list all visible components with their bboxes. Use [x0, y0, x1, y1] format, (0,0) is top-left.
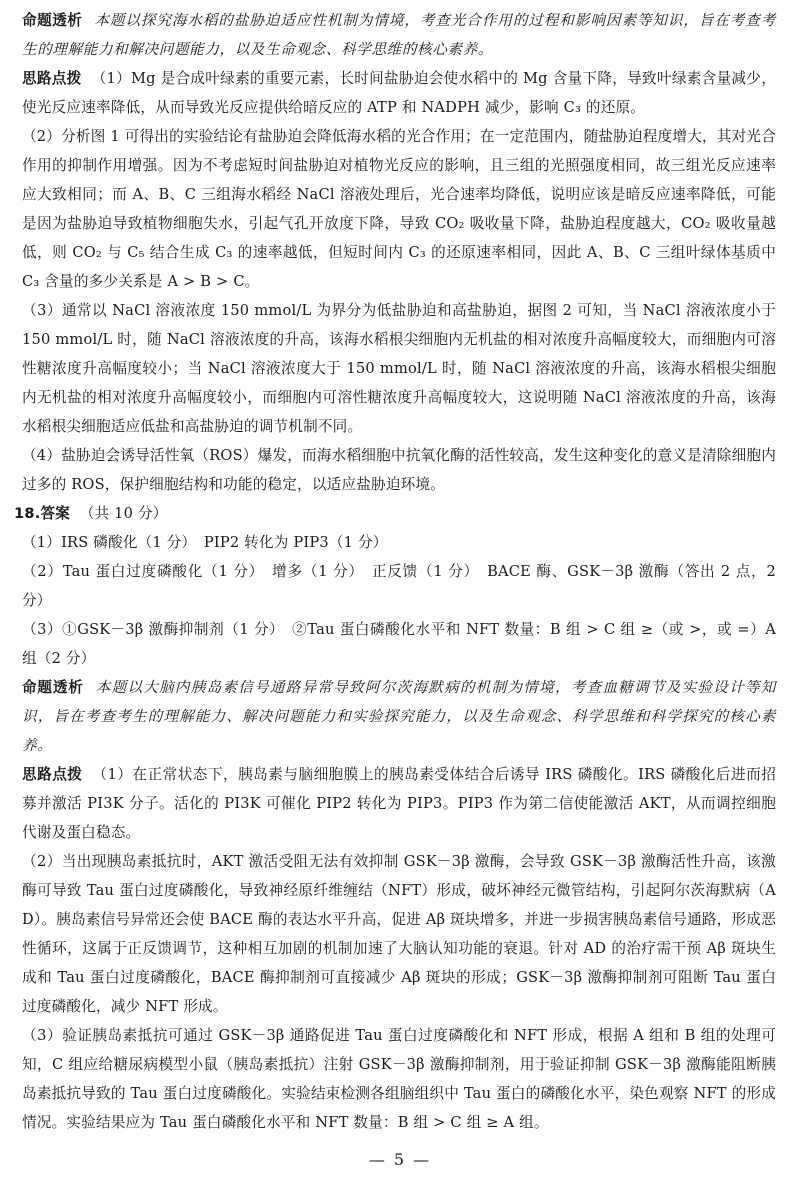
hint-text: （2）分析图 1 可得出的实验结论有盐胁迫会降低海水稻的光合作用；在一定范围内，随盐胁迫程度增大，其对光合作用的抑制作用增强。因为不考虑短时间盐胁迫对植物光反应的影响，且三组的光照强度相同，故三组光反应速率应大致相同；而 A、B、C 三组海水稻经 NaCl 溶液处理后，光合速率均降低，说明应该是暗反应速率降低，可能是因为盐胁迫导致植物细胞失水，引起气孔开放度下降，导致 CO₂ 吸收量下降，盐胁迫程度越大，CO₂ 吸收量越低，则 CO₂ 与 C₅ 结合生成 C₃ 的速率越低，但短时间内 C₃ 的还原速率相同，因此 A、B、C 三组叶绿体基质中 C₃ 含量的多少关系是 A > B > C。 — [22, 128, 776, 290]
answer-label: 答案 — [40, 505, 71, 522]
hint-text: （3）验证胰岛素抵抗可通过 GSK－3β 通路促进 Tau 蛋白过度磷酸化和 NFT 形成，根据 A 组和 B 组的处理可知，C 组应给糖尿病模型小鼠（胰岛素抵抗）注射 GSK－3β 激酶抑制剂，用于验证抑制 GSK－3β 激酶能阻断胰岛素抵抗导致的 Tau 蛋白过度磷酸化。实验结束检测各组脑组织中 Tau 蛋白的磷酸化水平，染色观察 NFT 的形成情况。实验结果应为 Tau 蛋白磷酸化水平和 NFT 数量：B 组 > C 组 ≥ A 组。 — [22, 1027, 776, 1131]
analysis-text: 本题以探究海水稻的盐胁迫适应性机制为情境，考查光合作用的过程和影响因素等知识，旨在考查考生的理解能力和解决问题能力，以及生命观念、科学思维的核心素养。 — [22, 12, 777, 58]
analysis-label: 命题透析 — [22, 12, 83, 29]
hint-text: （3）通常以 NaCl 溶液浓度 150 mmol/L 为界分为低盐胁迫和高盐胁迫，据图 2 可知，当 NaCl 溶液浓度小于 150 mmol/L 时，随 NaCl 溶液浓度的升高，该海水稻根尖细胞内无机盐的相对浓度升高幅度较大，而细胞内可溶性糖浓度升高幅度较小；当 NaCl 溶液浓度大于 150 mmol/L 时，随 NaCl 溶液浓度的升高，该海水稻根尖细胞内无机盐的相对浓度升高幅度较小，而细胞内可溶性糖浓度升高幅度较大，这说明随 NaCl 溶液浓度的升高，该海水稻根尖细胞适应低盐和高盐胁迫的调节机制不同。 — [22, 302, 776, 435]
hint-label: 思路点拨 — [22, 766, 83, 783]
hint-text: （1）Mg 是合成叶绿素的重要元素，长时间盐胁迫会使水稻中的 Mg 含量下降，导致叶绿素含量减少，使光反应速率降低，从而导致光反应提供给暗反应的 ATP 和 NADPH 减少，影响 C₃ 的还原。 — [22, 70, 776, 116]
hint-paragraph-6 — [22, 847, 776, 1021]
hint-paragraph-7 — [22, 1021, 776, 1137]
hint-text: （2）当出现胰岛素抵抗时，AKT 激活受阻无法有效抑制 GSK－3β 激酶，会导致 GSK－3β 激酶活性升高，该激酶可导致 Tau 蛋白过度磷酸化，导致神经原纤维缠结（NFT）形成，破坏神经元微管结构，引起阿尔茨海默病（AD）。胰岛素信号异常还会使 BACE 酶的表达水平升高，促进 Aβ 斑块增多，并进一步损害胰岛素信号通路，形成恶性循环，这属于正反馈调节，这种相互加剧的机制加速了大脑认知功能的衰退。针对 AD 的治疗需干预 Aβ 斑块生成和 Tau 蛋白过度磷酸化，BACE 酶抑制剂可直接减少 Aβ 斑块的形成；GSK－3β 激酶抑制剂可阻断 Tau 蛋白过度磷酸化，减少 NFT 形成。 — [22, 853, 776, 1015]
answer-item-3: （3）①GSK－3β 激酶抑制剂（1 分） ②Tau 蛋白磷酸化水平和 NFT 数量：B 组 > C 组 ≥（或 >，或 =）A 组（2 分） — [22, 621, 776, 667]
analysis-label: 命题透析 — [22, 679, 84, 696]
answer-item-2: （2）Tau 蛋白过度磷酸化（1 分） 增多（1 分） 正反馈（1 分） BACE 酶、GSK－3β 激酶（答出 2 点，2 分） — [22, 563, 776, 609]
question-number: 18. — [14, 505, 41, 522]
analysis-text: 本题以大脑内胰岛素信号通路异常导致阿尔茨海默病的机制为情境，考查血糖调节及实验设计等知识，旨在考查考生的理解能力、解决问题能力和实验探究能力，以及生命观念、科学思维和科学探究的核心素养。 — [22, 679, 776, 754]
hint-label: 思路点拨 — [22, 70, 82, 87]
page-number: — 5 — — [368, 1150, 432, 1169]
hint-paragraph-3 — [22, 296, 776, 441]
hint-paragraph-1 — [22, 64, 776, 122]
answer-heading — [14, 499, 776, 528]
answer-points: （共 10 分） — [79, 505, 168, 522]
hint-paragraph-4 — [22, 441, 776, 499]
hint-text: （4）盐胁迫会诱导活性氧（ROS）爆发，而海水稻细胞中抗氧化酶的活性较高，发生这种变化的意义是清除细胞内过多的 ROS，保护细胞结构和功能的稳定，以适应盐胁迫环境。 — [22, 447, 776, 493]
analysis-paragraph-1 — [22, 6, 776, 64]
analysis-paragraph-2 — [22, 673, 776, 760]
hint-paragraph-5 — [22, 760, 776, 847]
hint-text: （1）在正常状态下，胰岛素与脑细胞膜上的胰岛素受体结合后诱导 IRS 磷酸化。IRS 磷酸化后进而招募并激活 PI3K 分子。活化的 PI3K 可催化 PIP2 转化为 PIP3。PIP3 作为第二信使能激活 AKT，从而调控细胞代谢及蛋白稳态。 — [22, 766, 776, 841]
hint-paragraph-2 — [22, 122, 776, 296]
answer-item-1: （1）IRS 磷酸化（1 分） PIP2 转化为 PIP3（1 分） — [22, 534, 388, 551]
